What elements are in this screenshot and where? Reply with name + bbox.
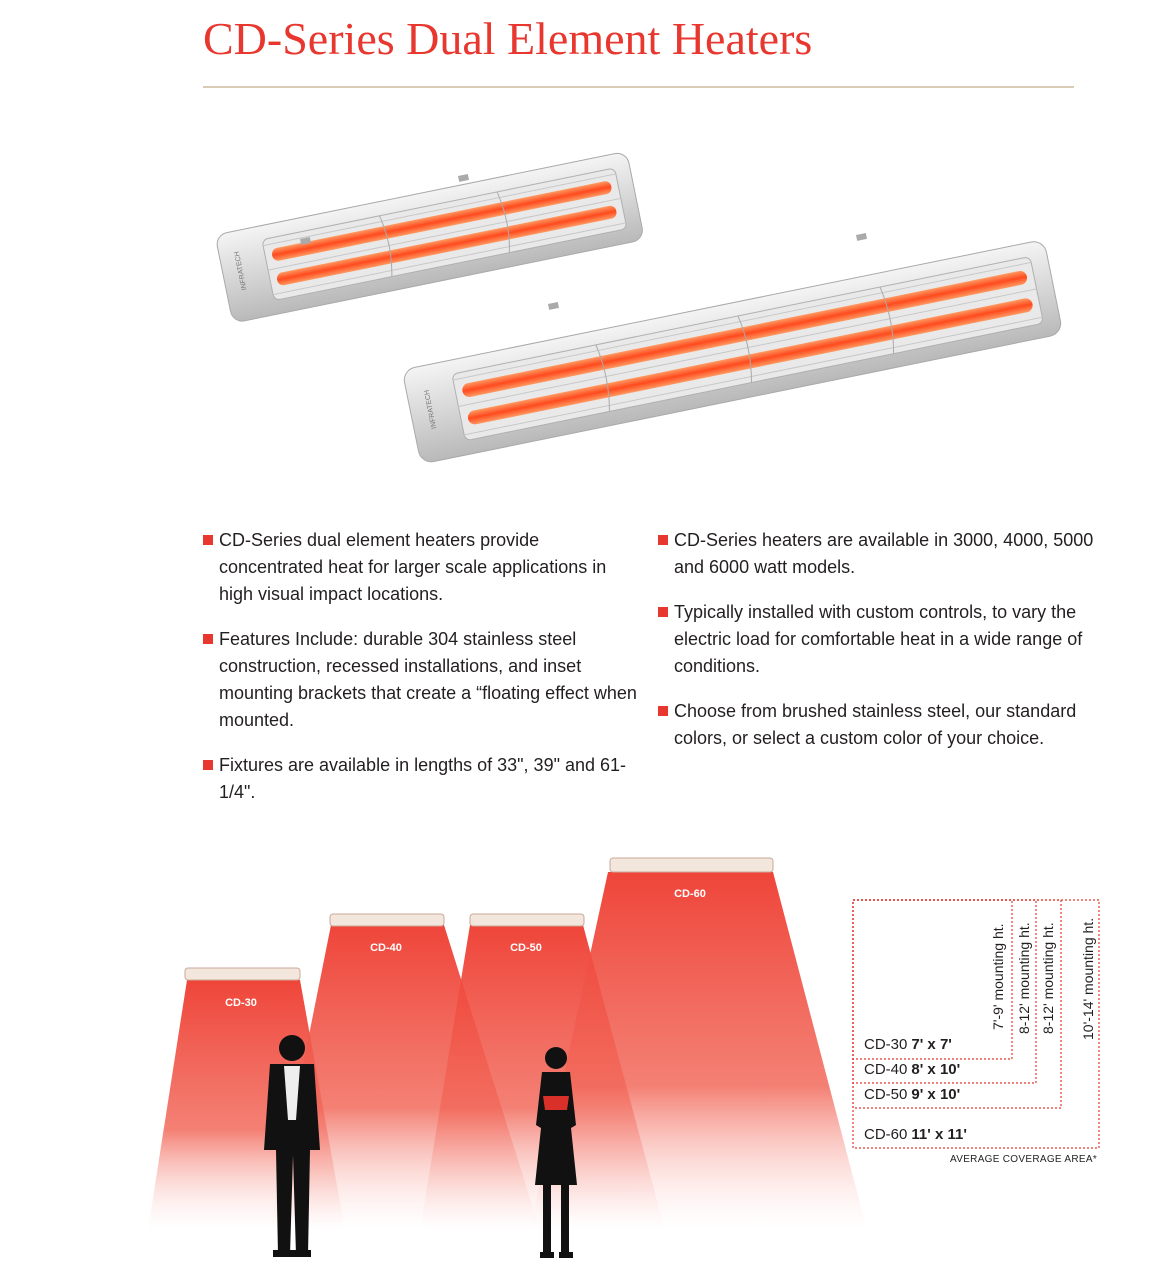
heater-label-cd40: CD-40 <box>370 942 402 954</box>
list-item: Features Include: durable 304 stainless steel construction, recessed installations, and inset mounting brackets that create a “floating effect when mounted. <box>203 626 643 734</box>
heater-label-cd50: CD-50 <box>510 942 542 954</box>
list-item: CD-Series dual element heaters provide concentrated heat for larger scale applications in high visual impact locations. <box>203 527 643 608</box>
coverage-caption: AVERAGE COVERAGE AREA* <box>950 1154 1098 1165</box>
bullet-square-icon <box>658 607 668 617</box>
mounting-height-label: 8-12' mounting ht. <box>1040 922 1056 1034</box>
list-item: CD-Series heaters are available in 3000, 4000, 5000 and 6000 watt models. <box>658 527 1108 581</box>
coverage-row: CD-60 11' x 11' <box>864 1126 967 1143</box>
bullet-square-icon <box>203 634 213 644</box>
feature-list-right <box>658 527 1108 770</box>
coverage-row: CD-40 8' x 10' <box>864 1061 961 1078</box>
feature-list-left <box>203 527 643 824</box>
bullet-square-icon <box>658 706 668 716</box>
product-image-heaters <box>140 100 1090 500</box>
svg-text:INFRATECH: INFRATECH <box>423 389 439 430</box>
list-item: Choose from brushed stainless steel, our standard colors, or select a custom color of your choice. <box>658 698 1108 752</box>
mounting-height-label: 7'-9' mounting ht. <box>990 923 1006 1030</box>
coverage-box-cd60 <box>853 900 1099 1148</box>
list-item: Typically installed with custom controls, to vary the electric load for comfortable heat in a wide range of conditions. <box>658 599 1108 680</box>
coverage-box-cd40 <box>853 900 1036 1083</box>
bullet-square-icon <box>203 535 213 545</box>
heater-small <box>215 151 645 323</box>
coverage-row: CD-50 9' x 10' <box>864 1086 961 1103</box>
bullet-square-icon <box>658 535 668 545</box>
coverage-illustration <box>140 850 880 1270</box>
mounting-height-label: 8-12' mounting ht. <box>1016 922 1032 1034</box>
coverage-row: CD-30 7' x 7' <box>864 1036 952 1053</box>
bullet-square-icon <box>203 760 213 770</box>
heater-large <box>402 239 1063 464</box>
mounting-height-label: 10'-14' mounting ht. <box>1080 917 1096 1040</box>
list-item: Fixtures are available in lengths of 33", 39" and 61-1/4". <box>203 752 643 806</box>
title-divider <box>203 86 1074 88</box>
svg-text:INFRATECH: INFRATECH <box>233 250 249 291</box>
heater-label-cd30: CD-30 <box>225 997 257 1009</box>
heater-label-cd60: CD-60 <box>674 888 706 900</box>
page-title: CD-Series Dual Element Heaters <box>203 13 813 64</box>
